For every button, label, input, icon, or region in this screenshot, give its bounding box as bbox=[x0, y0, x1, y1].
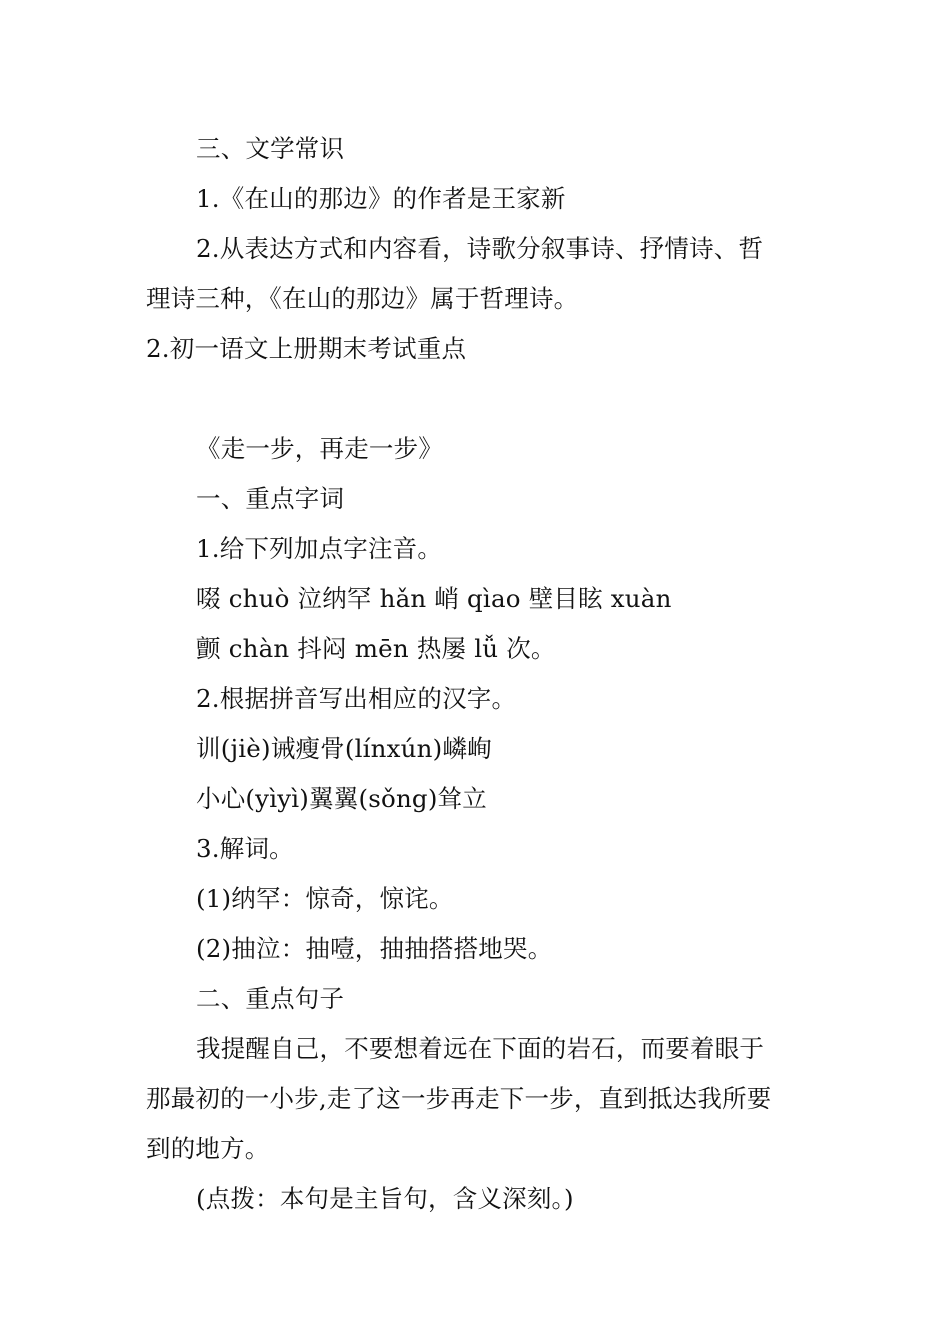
paragraph-poetry-types-line2: 理诗三种，《在山的那边》属于哲理诗。 bbox=[146, 284, 579, 313]
section-heading-key-sentences: 二、重点句子 bbox=[196, 984, 345, 1013]
section-heading-literary-knowledge: 三、文学常识 bbox=[196, 134, 345, 163]
definition-1: (1)纳罕：惊奇，惊诧。 bbox=[196, 884, 454, 913]
paragraph-poetry-types-line1: 2.从表达方式和内容看，诗歌分叙事诗、抒情诗、哲 bbox=[196, 234, 764, 263]
note-hint: (点拨：本句是主旨句，含义深刻。) bbox=[196, 1184, 574, 1213]
exercise-definitions-instruction: 3.解词。 bbox=[196, 834, 294, 863]
pinyin-line-2: 颤 chàn 抖闷 mēn 热屡 lǚ 次。 bbox=[196, 634, 556, 663]
key-sentence-line1: 我提醒自己，不要想着远在下面的岩石，而要着眼于 bbox=[196, 1034, 765, 1063]
hanzi-line-1: 训(jiè)诫瘦骨(línxún)嶙峋 bbox=[196, 734, 492, 763]
paragraph-author: 1.《在山的那边》的作者是王家新 bbox=[196, 184, 566, 213]
key-sentence-line2: 那最初的一小步,走了这一步再走下一步，直到抵达我所要 bbox=[146, 1084, 772, 1113]
exercise-pinyin-instruction: 1.给下列加点字注音。 bbox=[196, 534, 443, 563]
exercise-hanzi-instruction: 2.根据拼音写出相应的汉字。 bbox=[196, 684, 517, 713]
pinyin-line-1: 啜 chuò 泣纳罕 hǎn 峭 qìao 壁目眩 xuàn bbox=[196, 584, 672, 613]
section-heading-key-words: 一、重点字词 bbox=[196, 484, 345, 513]
hanzi-line-2: 小心(yìyì)翼翼(sǒng)耸立 bbox=[196, 784, 487, 813]
section-title-exam-focus: 2.初一语文上册期末考试重点 bbox=[146, 334, 467, 363]
key-sentence-line3: 到的地方。 bbox=[146, 1134, 270, 1163]
lesson-title: 《走一步，再走一步》 bbox=[196, 434, 443, 463]
definition-2: (2)抽泣：抽噎，抽抽搭搭地哭。 bbox=[196, 934, 553, 963]
